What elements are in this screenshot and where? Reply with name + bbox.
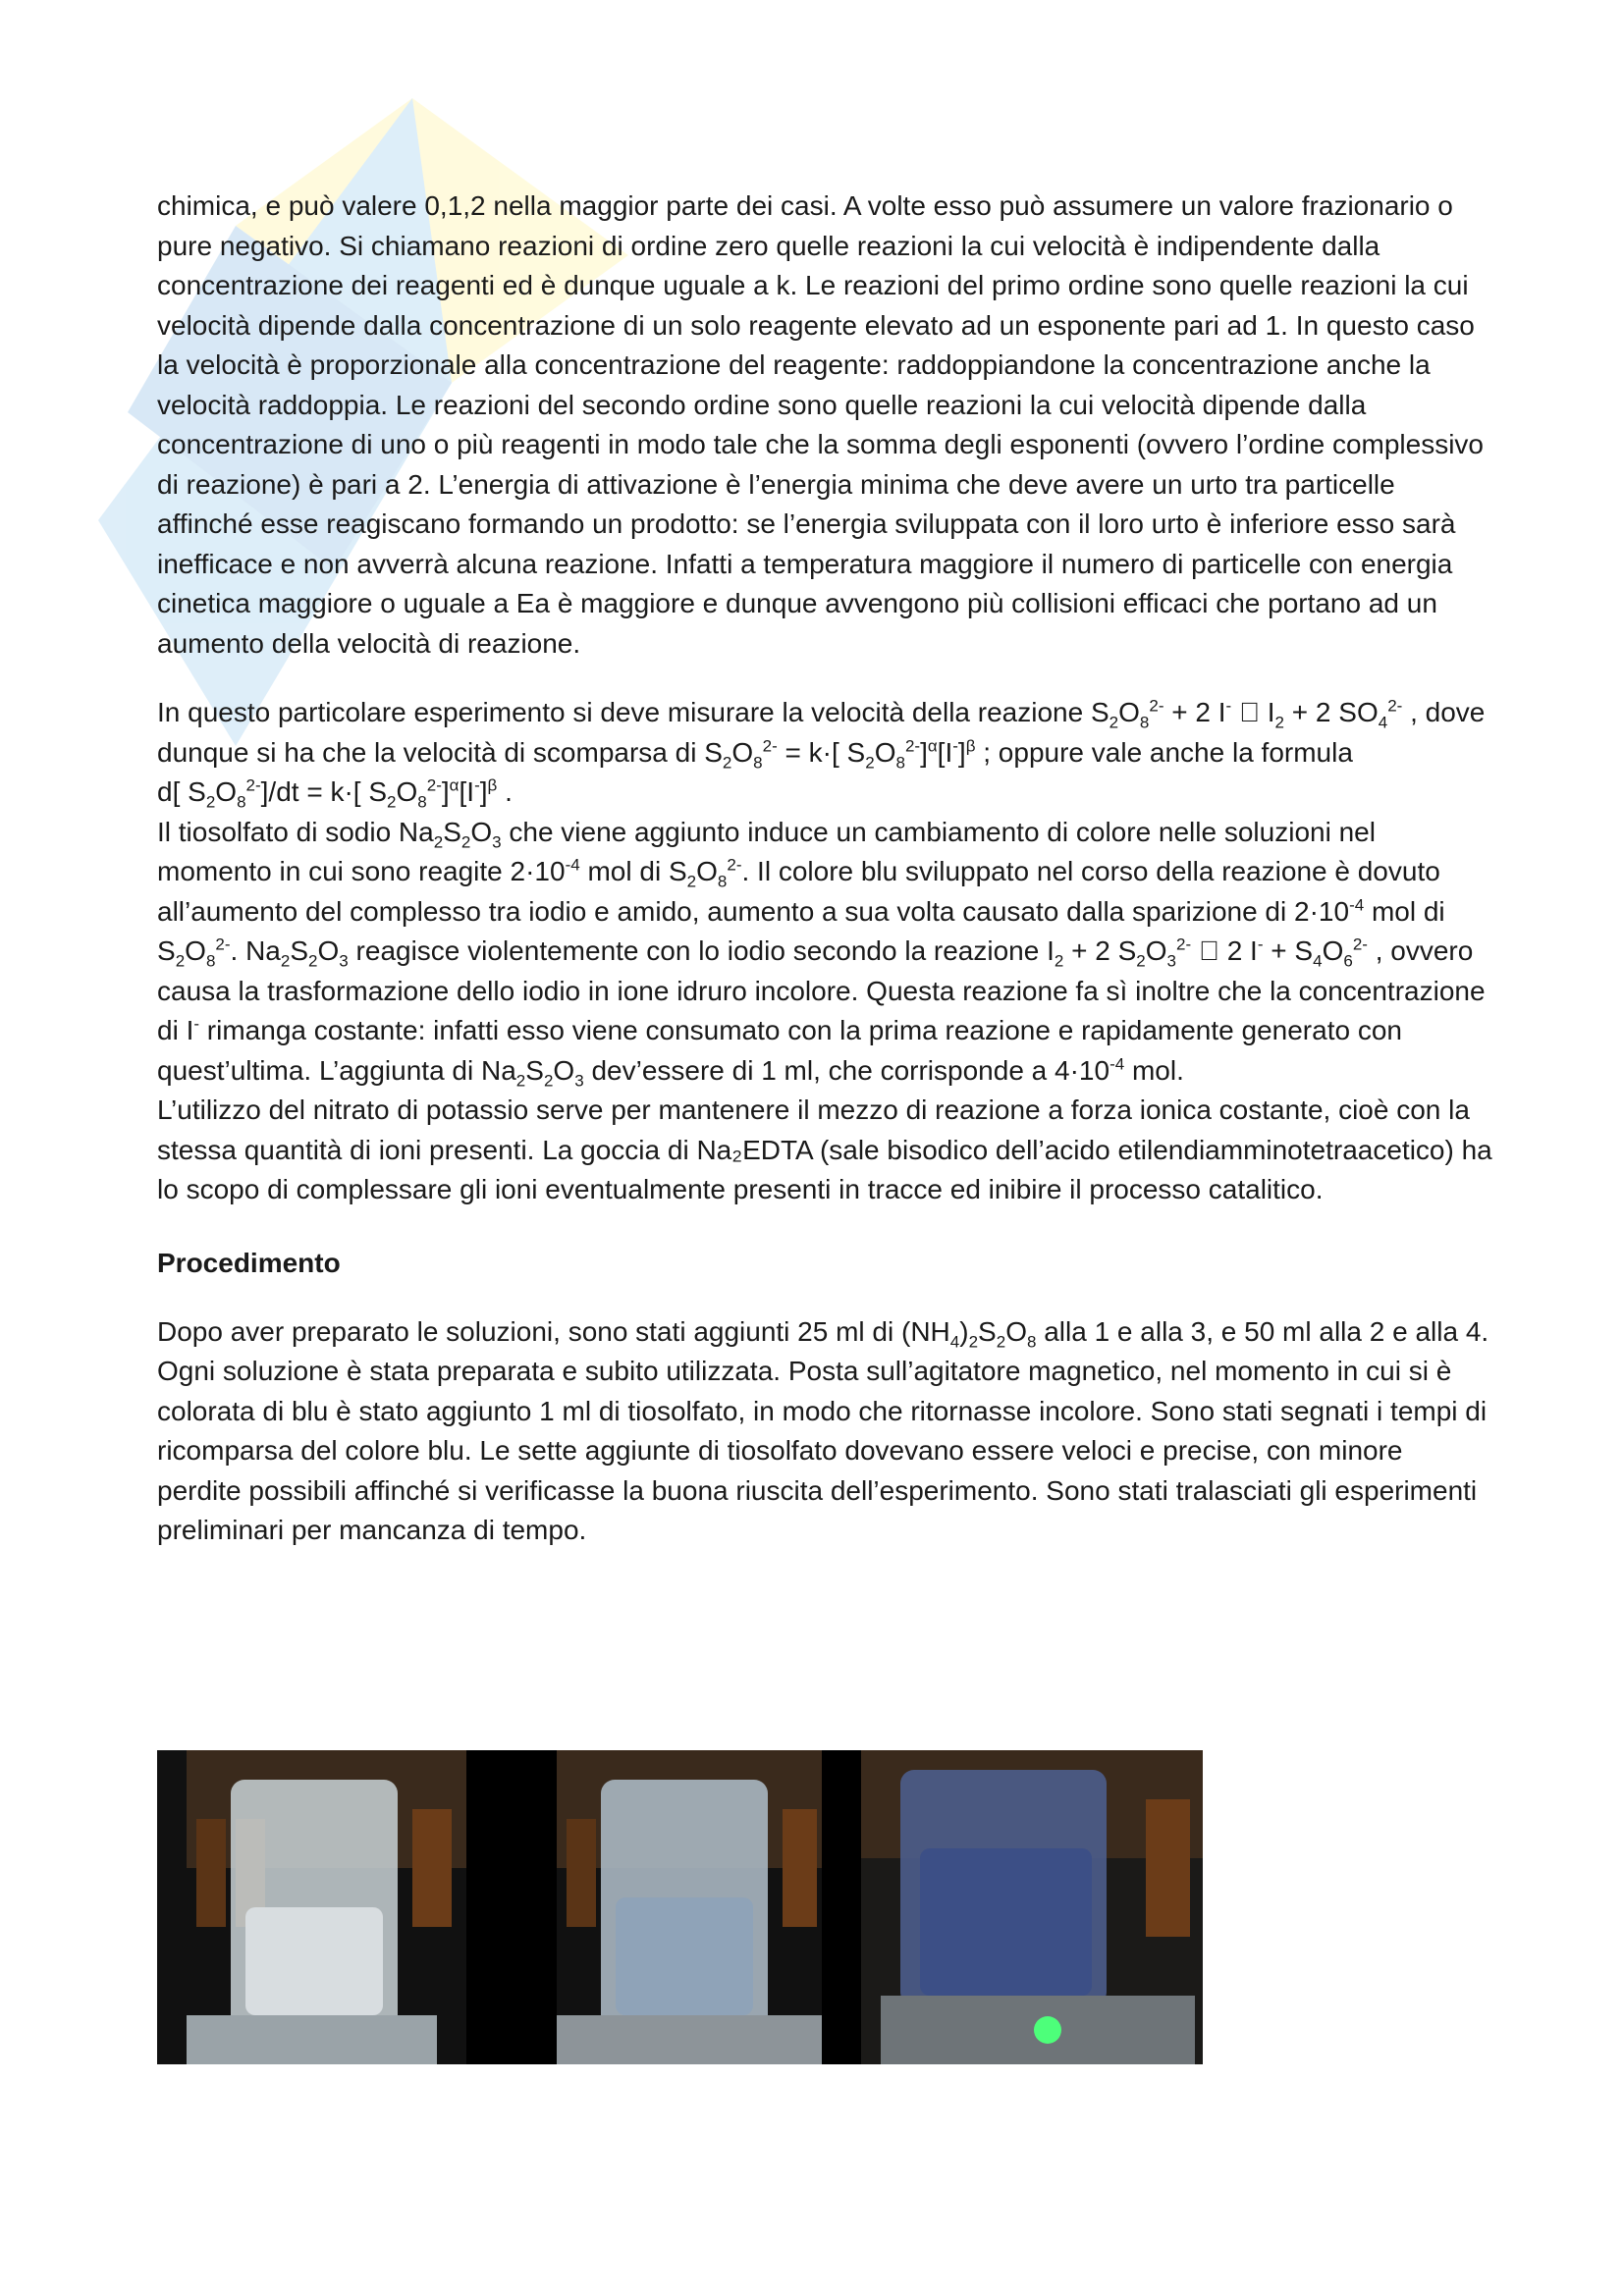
paragraph-procedure: Dopo aver preparato le soluzioni, sono stati aggiunti 25 ml di $(NH_4)_2S_2O_8$ alla 1 e alla 3, e 50 ml alla 2 e alla 4. Ogni soluzione è stata preparata e subito utilizzata. Posta sull’agitatore magnetico, nel momento in cui si è colorata di blu è stato aggiunto 1 ml di tiosolfato, in modo che ritornasse incolore. Sono stati segnati i tempi di ricomparsa del colore blu. Le sette aggiunte di tiosolfato dovevano essere veloci e precise, con minore perdite possibili affinché si verificasse la buona riuscita dell’esperimento. Sono stati tralasciati gli esperimenti preliminari per mancanza di tempo. <box>157 1315 1489 1545</box>
paragraph-experiment-reaction: In questo particolare esperimento si deve misurare la velocità della reazione $S_2O_8^{2-} + 2$ I- $I_2 + 2$ $SO_4^{2-}$ , dove dunque si ha che la velocità di scomparsa di $S_2O_8^{2-} = k\cdot$[ $S_2O_8^{2-}]^\alpha[I^-]^\beta$ ; oppure vale anche la formula d[ $S_2O_8^{2-}]/dt = k\cdot$[ $S_2O_8^{2-}]^\alpha[I^-]^\beta$ . Il tiosolfato di sodio $Na_2S_2O_3$ che viene aggiunto induce un cambiamento di colore nelle soluzioni nel momento in cui sono reagite $2\cdot 10^{-4}$ mol di $S_2O_8^{2-}$. Il colore blu sviluppato nel corso della reazione è dovuto all’aumento del complesso tra iodio e amido, aumento a sua volta causato dalla sparizione di $2\cdot 10^{-4}$ mol di $S_2O_8^{2-}$. $Na_2S_2O_3$ reagisce violentemente con lo iodio secondo la reazione $I_2 + 2$ $S_2O_3^{2-}$ 2 $I^- + S_4O_6^{2-}$ , ovvero causa la trasformazione dello iodio in ione idruro incolore. Questa reazione fa sì inoltre che la concentrazione di I- rimanga costante: infatti esso viene consumato con la prima reazione e rapidamente generato con quest’ultima. L’aggiunta di $Na_2S_2O_3$ dev’essere di 1 ml, che corrisponde a $4\cdot 10^{-4}$ mol. L’utilizzo del nitrato di potassio serve per mantenere il mezzo di reazione a forza ionica costante, cioè con la stessa quantità di ioni presenti. La goccia di Na₂EDTA (sale bisodico dell’acido etilendiamminotetraacetico) ha lo scopo di complessare gli ioni eventualmente presenti in tracce ed inibire il processo catalitico. <box>157 696 1492 1204</box>
photo-solution-light-blue <box>466 1750 557 2064</box>
photo-solution-colorless <box>157 1750 466 2064</box>
experiment-photos <box>157 1750 1203 2064</box>
section-heading: Procedimento <box>157 1247 341 1278</box>
photo-solution-dark-blue <box>861 1750 1203 2064</box>
photo-solution-light-blue <box>557 1750 822 2064</box>
paragraph-kinetics-order: chimica, e può valere 0,1,2 nella maggior parte dei casi. A volte esso può assumere un valore frazionario o pure negativo. Si chiamano reazioni di ordine zero quelle reazioni la cui velocità è indipendente dalla concentrazione dei reagenti ed è dunque uguale a k. Le reazioni del primo ordine sono quelle reazioni la cui velocità dipende dalla concentrazione di un solo reagente elevato ad un esponente pari ad 1. In questo caso la velocità è proporzionale alla concentrazione del reagente: raddoppiandone la concentrazione anche la velocità raddoppia. Le reazioni del secondo ordine sono quelle reazioni la cui velocità dipende dalla concentrazione di uno o più reagenti in modo tale che la somma degli esponenti (ovvero l’ordine complessivo di reazione) è pari a 2. L’energia di attivazione è l’energia minima che deve avere un urto tra particelle affinché esse reagiscano formando un prodotto: se l’energia sviluppata con il loro urto è inferiore esso sarà inefficace e non avverrà alcuna reazione. Infatti a temperatura maggiore il numero di particelle con energia cinetica maggiore o uguale a Ea è maggiore e dunque avvengono più collisioni efficaci che portano ad un aumento della velocità di reazione. <box>157 190 1484 659</box>
photo-solution-dark-blue <box>822 1750 861 2064</box>
document-body <box>157 187 1492 1551</box>
